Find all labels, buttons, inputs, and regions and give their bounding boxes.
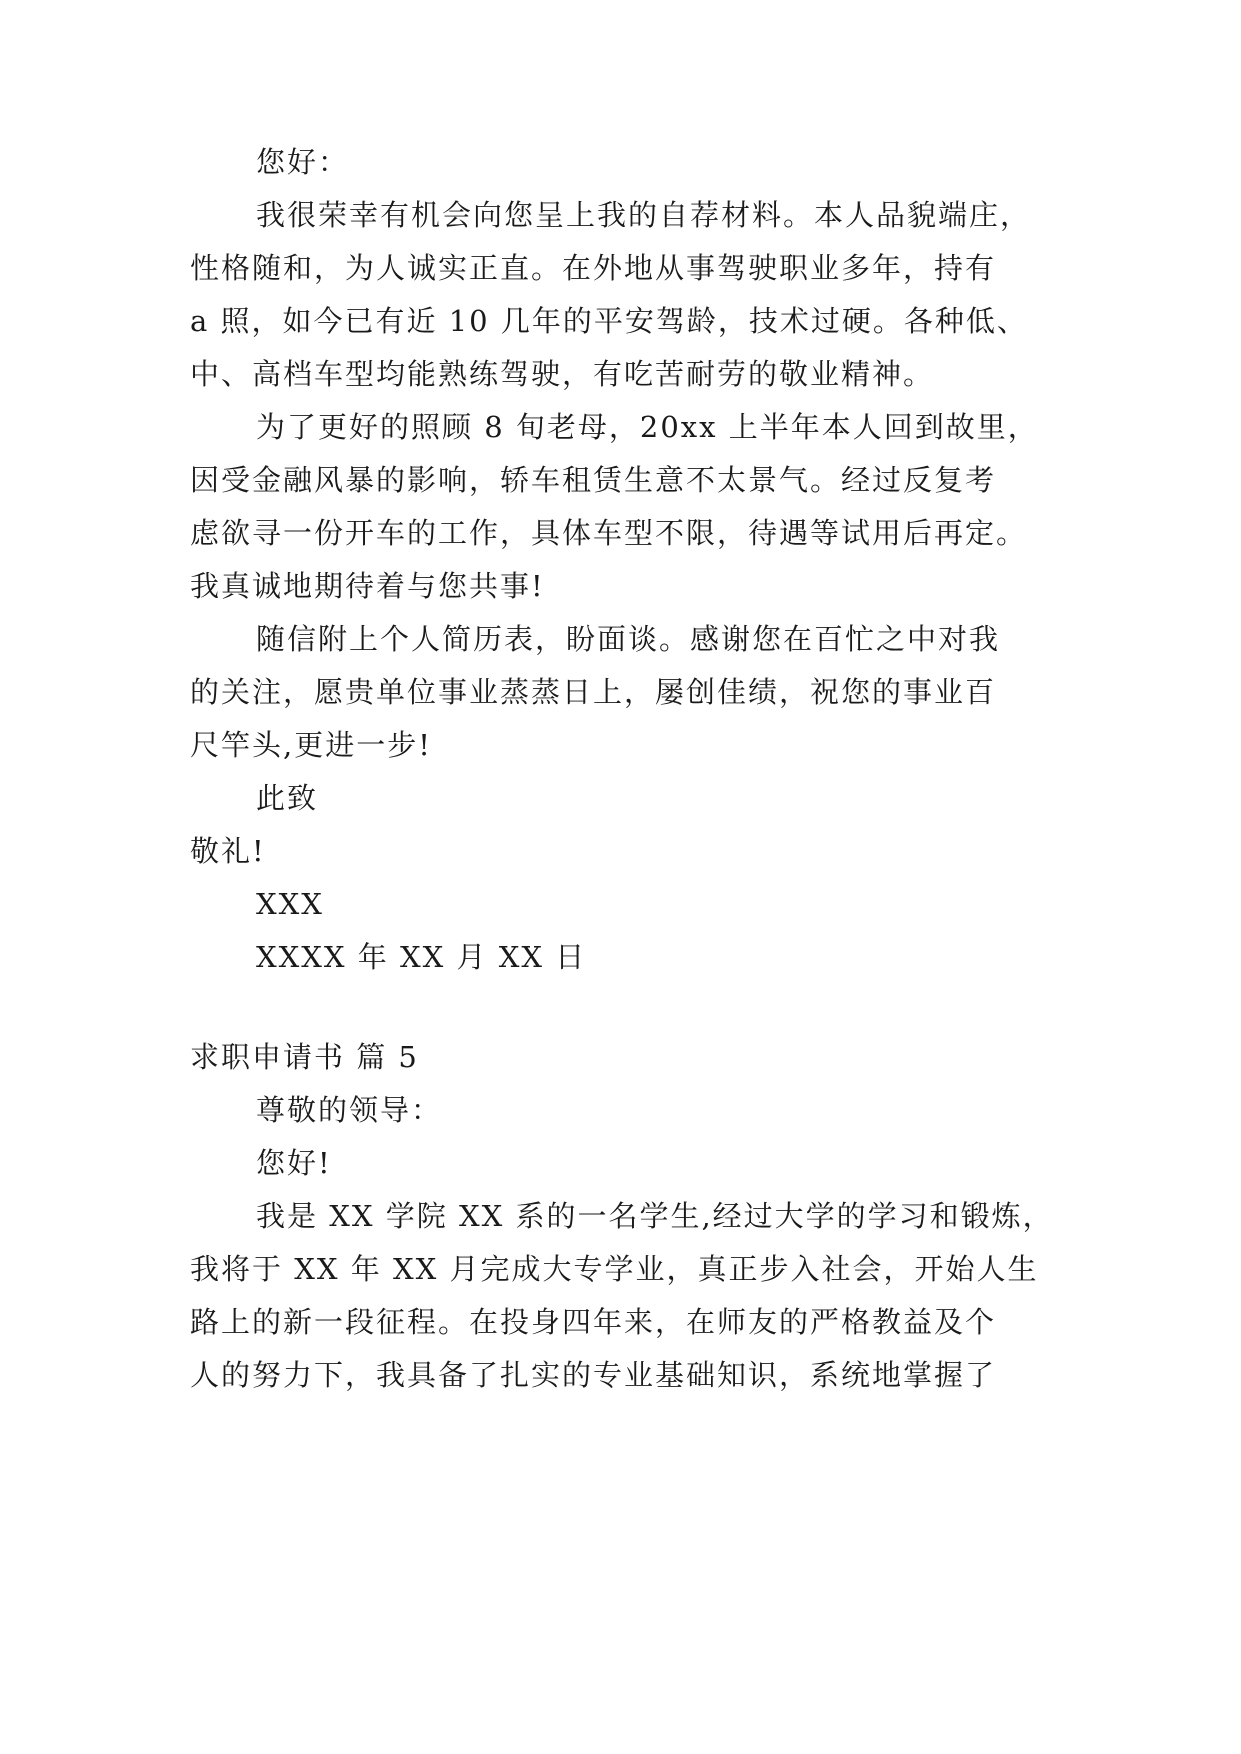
paragraph-line: 虑欲寻一份开车的工作，具体车型不限，待遇等试用后再定。 — [190, 516, 1028, 550]
paragraph-line: 中、高档车型均能熟练驾驶，有吃苦耐劳的敬业精神。 — [190, 357, 935, 391]
paragraph-line: 为了更好的照顾 8 旬老母，20xx 上半年本人回到故里， — [256, 410, 1039, 444]
paragraph-line: 我将于 XX 年 XX 月完成大专学业，真正步入社会，开始人生 — [190, 1252, 1039, 1286]
paragraph-line: 我真诚地期待着与您共事! — [190, 569, 545, 603]
signature: XXX — [256, 887, 324, 921]
salutation: 尊敬的领导： — [256, 1093, 443, 1127]
date: XXXX 年 XX 月 XX 日 — [256, 940, 587, 974]
closing-cizhi: 此致 — [256, 781, 319, 815]
paragraph-line: 性格随和，为人诚实正直。在外地从事驾驶职业多年，持有 — [190, 251, 997, 285]
greeting: 您好： — [256, 145, 350, 179]
paragraph-line: 人的努力下，我具备了扎实的专业基础知识，系统地掌握了 — [190, 1358, 997, 1392]
paragraph-line: 尺竿头,更进一步! — [190, 728, 432, 762]
paragraph-line: 的关注，愿贵单位事业蒸蒸日上，屡创佳绩，祝您的事业百 — [190, 675, 997, 709]
paragraph-line: 我是 XX 学院 XX 系的一名学生,经过大学的学习和锻炼， — [256, 1199, 1054, 1233]
paragraph-line: 因受金融风暴的影响，轿车租赁生意不太景气。经过反复考 — [190, 463, 997, 497]
closing-jingli: 敬礼! — [190, 834, 266, 868]
greeting: 您好! — [256, 1146, 332, 1180]
paragraph-line: 我很荣幸有机会向您呈上我的自荐材料。本人品貌端庄， — [256, 198, 1032, 232]
paragraph-line: 路上的新一段征程。在投身四年来，在师友的严格教益及个 — [190, 1305, 997, 1339]
paragraph-line: a 照，如今已有近 10 几年的平安驾龄，技术过硬。各种低、 — [190, 304, 1028, 338]
paragraph-line: 随信附上个人简历表，盼面谈。感谢您在百忙之中对我 — [256, 622, 1001, 656]
section-heading: 求职申请书 篇 5 — [190, 1040, 419, 1074]
